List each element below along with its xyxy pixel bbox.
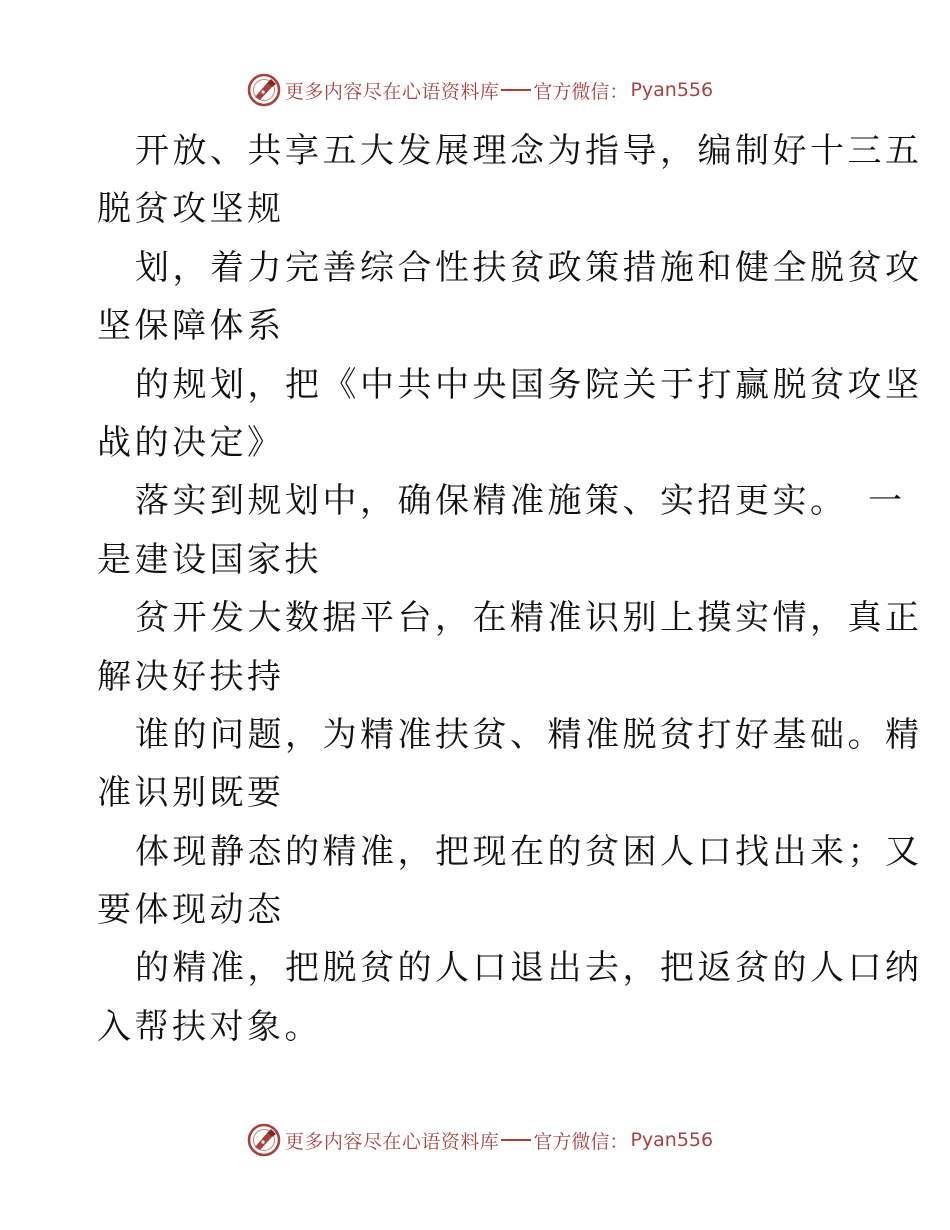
watermark-text: 更多内容尽在心语资料库 (284, 80, 500, 103)
footer-watermark (0, 1122, 950, 1158)
text-line: 脱贫攻坚规 (97, 189, 285, 230)
watermark-contact-label: 官方微信： (533, 1130, 629, 1153)
text-line: 解决好扶持 (97, 656, 285, 697)
watermark-group (247, 73, 713, 107)
text-line: 落实到规划中，确保精准施策、实招更实。 一 (135, 481, 906, 522)
watermark-contact-label: 官方微信： (533, 80, 629, 103)
watermark-dash (501, 89, 531, 91)
text-line: 体现静态的精准，把现在的贫困人口找出来；又 (135, 831, 923, 872)
text-line: 划，着力完善综合性扶贫政策措施和健全脱贫攻 (135, 247, 923, 288)
text-line: 贫开发大数据平台，在精准识别上摸实情，真正 (135, 598, 923, 639)
text-line: 谁的问题，为精准扶贫、精准脱贫打好基础。精 (135, 714, 923, 755)
text-line: 开放、共享五大发展理念为指导，编制好十三五 (135, 131, 923, 171)
text-line: 准识别既要 (97, 773, 285, 814)
watermark-text: 更多内容尽在心语资料库 (284, 1130, 500, 1153)
watermark-dash (501, 1139, 531, 1141)
watermark-contact-id: Pyan556 (630, 79, 714, 101)
text-line: 战的决定》 (97, 422, 285, 463)
text-line: 要体现动态 (97, 890, 285, 931)
document-body (97, 122, 923, 1056)
watermark-group (247, 1123, 713, 1157)
text-line: 是建设国家扶 (97, 539, 322, 580)
pen-nib-seal-icon (247, 73, 281, 107)
watermark-contact-id: Pyan556 (630, 1129, 714, 1151)
pen-nib-seal-icon (247, 1123, 281, 1157)
text-line: 坚保障体系 (97, 306, 285, 347)
header-watermark (0, 72, 950, 108)
text-line: 的规划，把《中共中央国务院关于打赢脱贫攻坚 (135, 364, 923, 405)
text-line: 入帮扶对象。 (97, 1006, 322, 1047)
text-line: 的精准，把脱贫的人口退出去，把返贫的人口纳 (135, 948, 923, 989)
